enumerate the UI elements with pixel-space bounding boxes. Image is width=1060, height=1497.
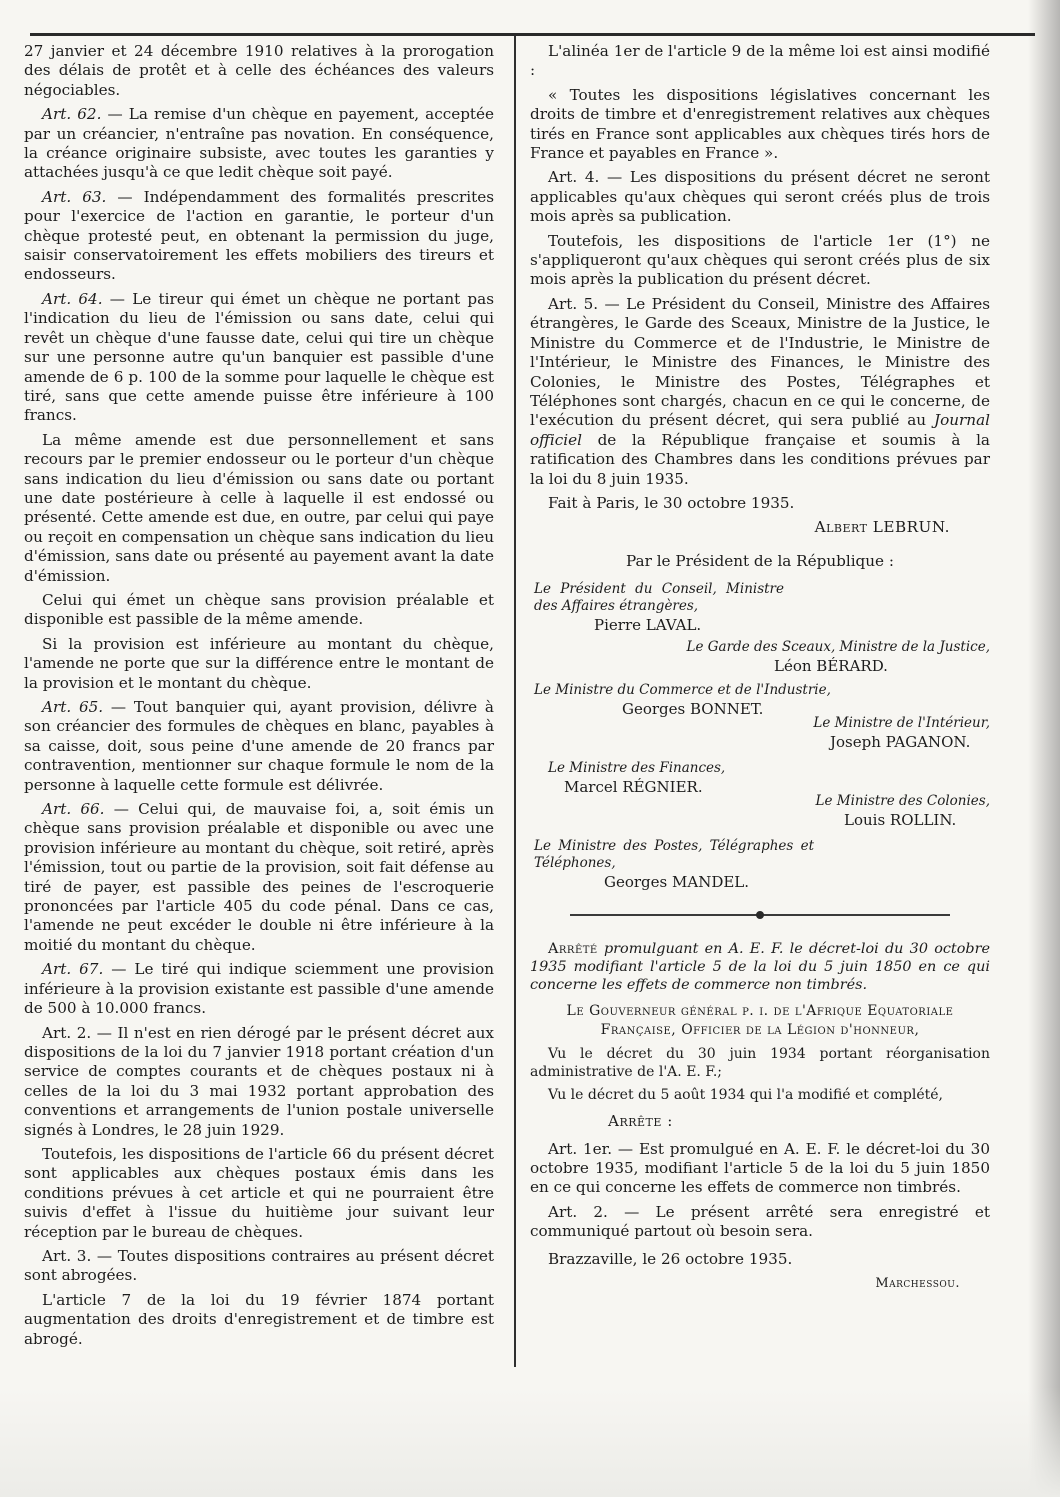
column-divider	[514, 36, 516, 1367]
place-and-date: Brazzaville, le 26 octobre 1935.	[548, 1249, 793, 1268]
signatory-name: Louis ROLLIN.	[844, 811, 957, 830]
article-63	[24, 188, 494, 285]
article-text: de la République française et soumis à la ratification des Chambres dans les conditions prévues par la loi du 8 juin 1935.	[530, 430, 990, 488]
article-label: Art. 65.	[42, 698, 104, 716]
section-separator	[570, 914, 950, 916]
article-text: — Celui qui, de mauvaise foi, a, soit émis un chèque sans provision préalable et disponible ou avec une provision inférieure au montant du chèque, soit retiré, après l'émission, tout ou partie de la provision, soit fait défense au tiré de payer, est passible des peines de l'escroquerie prononcées par l'article 405 du code pénal. Dans ce cas, l'amende ne peut excéder le double ni être inférieure à la moitié du montant du chèque.	[24, 800, 495, 954]
article-text: — Le tiré qui indique sciemment une provision inférieure à la provision existante est passible d'une amende de 500 à 10.000 francs.	[24, 960, 495, 1018]
article-67	[24, 960, 494, 1018]
scan-edge-shadow	[1028, 0, 1060, 1497]
signatory-name: Pierre LAVAL.	[594, 616, 702, 635]
paragraph: La même amende est due personnellement et sans recours par le premier endosseur ou le porteur d'un chèque sans indication du lieu d'émission ou sans date ou portant une date postérieure à celle à laquelle il est endossé ou présenté. Cette amende est due, en outre, par celui qui paye ou reçoit en compensation un chèque sans indication du lieu d'émission, sans date ou présenté au payement avant la date d'émission.	[24, 430, 494, 585]
right-column	[530, 42, 990, 1298]
signer: Marchessou.	[875, 1276, 960, 1291]
article-text: — Indépendamment des formalités prescrites pour l'exercice de l'action en garantie, le porteur d'un chèque protesté peut, en obtenant la permission du juge, saisir conservatoirement les effets mobiliers des tireurs et endosseurs.	[24, 187, 495, 284]
signatory-name: Léon BÉRARD.	[774, 657, 888, 676]
article-label: Art. 67.	[42, 960, 104, 979]
article-66	[24, 800, 494, 955]
arrete-word: Arrête :	[608, 1112, 673, 1131]
signatory-name: Marcel RÉGNIER.	[564, 778, 703, 797]
article-4: Art. 4. — Les dispositions du présent décret ne seront applicables qu'aux chèques qui seront créés plus de trois mois après sa publication.	[530, 168, 990, 226]
signatory-title: Le Garde des Sceaux, Ministre de la Justice,	[686, 639, 990, 656]
article-text: — La remise d'un chèque en payement, acceptée par un créancier, n'entraîne pas novation. En conséquence, la créance originaire subsiste, avec toutes les garanties y attachées jusqu'à ce que ledit chèque soit payé.	[24, 105, 494, 182]
article-label: Art. 62.	[42, 105, 102, 124]
signatory-title: Le Ministre de l'Intérieur,	[813, 715, 990, 732]
arrete-label: Arrêté	[548, 941, 598, 958]
signatory-name: Georges MANDEL.	[604, 873, 750, 892]
article-2: Art. 2. — Il n'est en rien dérogé par le présent décret aux dispositions de la loi du 7 janvier 1918 portant création d'un service de comptes courants et de chèques postaux ni à celles de la loi du 3 mai 1932 portant approbation des conventions et arrangements de l'union postale universelle signés à Londres, le 28 juin 1929.	[24, 1023, 494, 1139]
by-the-president: Par le Président de la République :	[626, 551, 894, 570]
president-signature: Albert LEBRUN.	[814, 518, 950, 537]
signatory-title: Le Ministre des Finances,	[548, 760, 726, 777]
article-text: Art. 5. — Le Président du Conseil, Ministre des Affaires étrangères, le Garde des Sceaux, Ministre de la Justice, le Ministre du Commerce et de l'Industrie, le Ministre de l'Intérieur, le Ministre des Finances, le Ministre des Colonies, le Ministre des Postes, Télégraphes et Téléphones sont chargés, chacun en ce qui le concerne, de l'exécution du présent décret, qui sera publié au	[530, 294, 990, 430]
scan-bottom-fade	[0, 1387, 1060, 1497]
article-64	[24, 290, 494, 426]
article-65	[24, 698, 494, 795]
article-text: — Le tireur qui émet un chèque ne portant pas l'indication du lieu de l'émission ou sans date, celui qui revêt un chèque d'une fausse date, celui qui tire un chèque sur une personne autre qu'un banquier est passible d'une amende de 6 p. 100 de la somme pour laquelle le chèque est tiré, sans que cette amende puisse être inférieure à 100 francs.	[24, 289, 495, 425]
paragraph: L'alinéa 1er de l'article 9 de la même loi est ainsi modifié :	[530, 42, 990, 80]
signature-block	[530, 581, 990, 892]
paragraph: Celui qui émet un chèque sans provision préalable et disponible est passible de la même amende.	[24, 590, 494, 629]
signatory-title: Le Ministre des Colonies,	[815, 793, 990, 810]
arrete-subject: promulguant en A. E. F. le décret-loi du 30 octobre 1935 modifiant l'article 5 de la loi du 5 juin 1850 en ce qui concerne les effets de commerce non timbrés.	[530, 941, 990, 994]
article-label: Art. 63.	[42, 187, 107, 206]
quoted-provision: « Toutes les dispositions législatives concernant les droits de timbre et d'enregistrement relatives aux chèques tirés en France sont applicables aux chèques tirés hors de France et payables en France ».	[530, 85, 990, 163]
arrete-article-1: Art. 1er. — Est promulgué en A. E. F. le décret-loi du 30 octobre 1935, modifiant l'article 5 de la loi du 5 juin 1850 en ce qui concerne les effets de commerce non timbrés.	[530, 1139, 990, 1197]
paragraph: 27 janvier et 24 décembre 1910 relatives à la prorogation des délais de protêt et à celle des échéances des valeurs négociables.	[24, 42, 494, 99]
top-rule	[30, 33, 1035, 36]
paragraph: Si la provision est inférieure au montant du chèque, l'amende ne porte que sur la différence entre le montant de la provision et le montant du chèque.	[24, 634, 494, 692]
paragraph: L'article 7 de la loi du 19 février 1874 portant augmentation des droits d'enregistrement et de timbre est abrogé.	[24, 1290, 494, 1348]
signatory-title: Le Ministre du Commerce et de l'Industrie,	[534, 682, 831, 699]
considerant: Vu le décret du 5 août 1934 qui l'a modifié et complété,	[548, 1087, 944, 1104]
signatory-title: Le Président du Conseil, Ministre des Affaires étrangères,	[534, 581, 784, 615]
signatory-name: Joseph PAGANON.	[830, 733, 971, 752]
article-3: Art. 3. — Toutes dispositions contraires au présent décret sont abrogées.	[24, 1246, 494, 1285]
paragraph: Toutefois, les dispositions de l'article 1er (1°) ne s'appliqueront qu'aux chèques qui seront créés plus de six mois après la publication du présent décret.	[530, 231, 990, 289]
article-62	[24, 105, 494, 183]
arrete-heading	[530, 940, 990, 994]
article-text: — Tout banquier qui, ayant provision, délivre à son créancier des formules de chèques en blanc, payables à sa caisse, doit, sous peine d'une amende de 20 francs par contravention, mentionner sur chaque formule le nom de la personne à laquelle cette formule est délivrée.	[24, 698, 494, 794]
journal-title: Journal officiel	[530, 411, 990, 449]
paragraph: Toutefois, les dispositions de l'article 66 du présent décret sont applicables aux chèques postaux émis dans les conditions prévues à cet article et qui ne pourraient être suivis d'effet à l'issue du huitième jour suivant leur réception par le bureau de chèques.	[24, 1144, 494, 1241]
done-at: Fait à Paris, le 30 octobre 1935.	[548, 493, 795, 512]
arrete-article-2: Art. 2. — Le présent arrêté sera enregistré et communiqué partout où besoin sera.	[530, 1202, 990, 1241]
governor-heading: Le Gouverneur général p. i. de l'Afrique Equatoriale Française, Officier de la Légion d'honneur,	[566, 1003, 954, 1039]
considerant: Vu le décret du 30 juin 1934 portant réorganisation administrative de l'A. E. F.;	[530, 1046, 990, 1081]
article-label: Art. 64.	[42, 289, 103, 308]
left-column	[24, 42, 494, 1354]
article-label: Art. 66.	[42, 800, 105, 819]
article-5	[530, 295, 990, 489]
signatory-name: Georges BONNET.	[622, 700, 764, 719]
signatory-title: Le Ministre des Postes, Télégraphes et Téléphones,	[534, 838, 814, 872]
